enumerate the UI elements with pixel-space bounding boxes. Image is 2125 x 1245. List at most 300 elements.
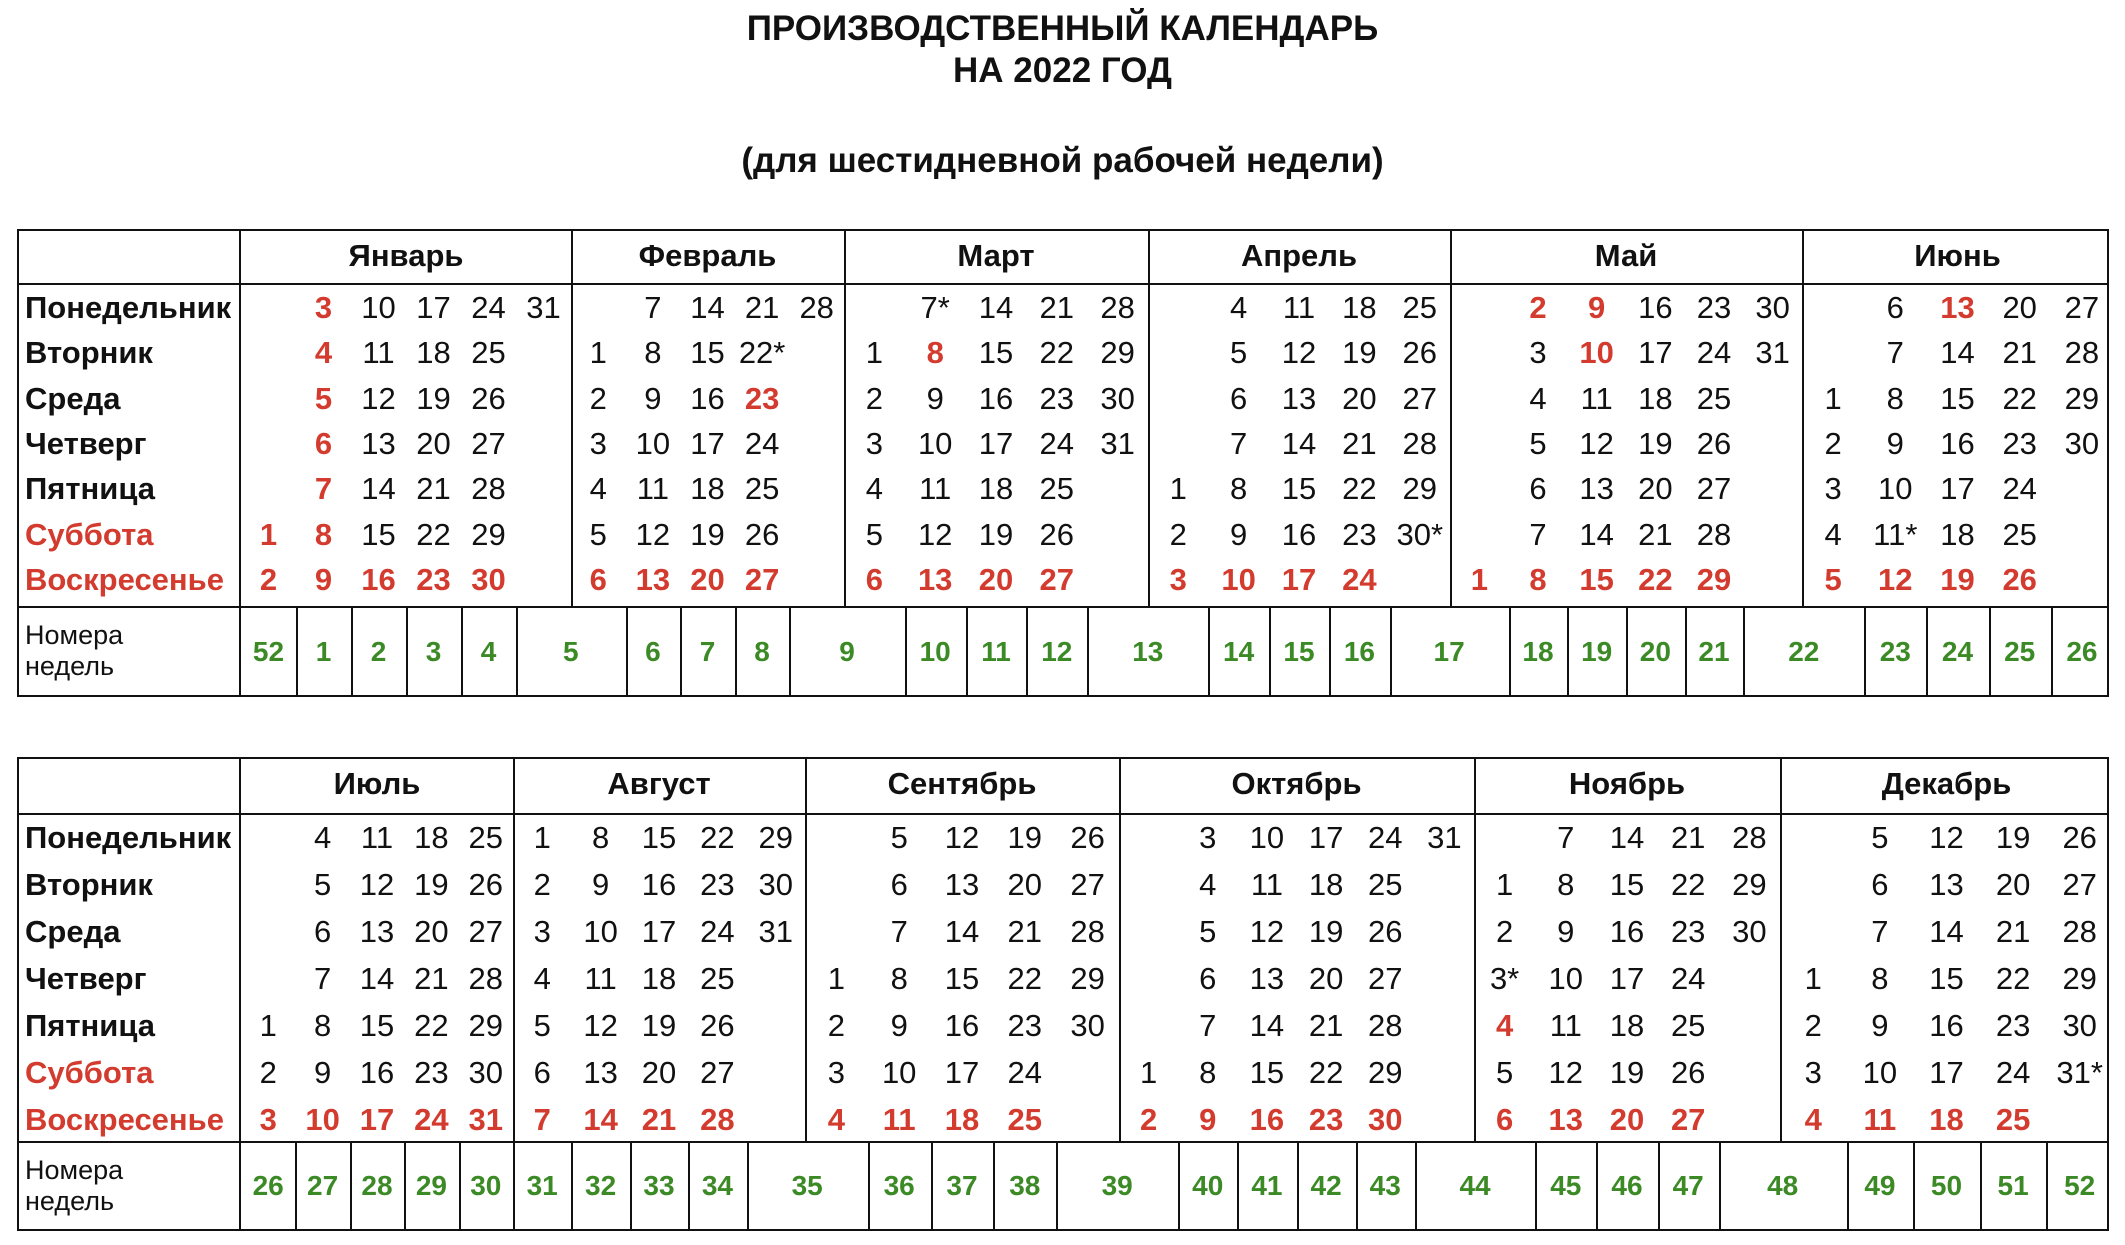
working-day: 15: [641, 820, 677, 855]
working-day: 30: [1100, 380, 1135, 416]
working-day: 10: [583, 914, 618, 949]
week-number: 9: [839, 635, 855, 667]
working-day: 26: [744, 516, 780, 552]
holiday-day: 6: [1495, 1102, 1514, 1137]
weekday-label: Среда: [25, 380, 121, 416]
working-day: 4: [313, 820, 332, 855]
working-day: 31: [526, 290, 561, 325]
holiday-day: 24: [414, 1102, 449, 1137]
working-day: 12: [359, 867, 395, 902]
week-number: 45: [1550, 1170, 1582, 1201]
working-day: 22: [416, 516, 451, 552]
working-day: 16: [1638, 290, 1673, 325]
working-day: 27: [471, 425, 506, 461]
week-cell-divider: [1847, 1141, 1849, 1229]
week-cell-divider: [1719, 1141, 1721, 1229]
holiday-day: 23: [416, 561, 451, 597]
working-day: 1: [1139, 1055, 1158, 1090]
working-day: 7: [1199, 1008, 1217, 1043]
weekday-label: Суббота: [25, 516, 154, 552]
weekday-label: Понедельник: [25, 820, 232, 855]
week-number: 47: [1672, 1170, 1704, 1201]
working-day: 29: [468, 1008, 504, 1043]
working-day: 11: [1549, 1008, 1582, 1043]
holiday-day: 18: [944, 1102, 980, 1137]
working-day: 28: [1100, 290, 1135, 325]
month-divider: [1780, 759, 1782, 1141]
working-day: 14: [944, 914, 980, 949]
working-day: 24: [700, 914, 735, 949]
working-day: 14: [1249, 1008, 1285, 1043]
working-day: 23: [2002, 425, 2037, 461]
holiday-day: 16: [1249, 1102, 1285, 1137]
working-day: 7: [1557, 820, 1575, 855]
holiday-day: 5: [1824, 561, 1842, 597]
working-day: 11: [636, 471, 669, 507]
working-day: 27: [468, 914, 504, 949]
working-day: 26: [1696, 425, 1732, 461]
week-number: 21: [1698, 635, 1730, 667]
weekday-label: Воскресенье: [25, 1102, 224, 1137]
working-day: 20: [416, 425, 451, 461]
holiday-day: 2: [259, 561, 278, 597]
week-number: 32: [585, 1170, 617, 1201]
weekday-label: Понедельник: [25, 290, 232, 325]
working-day: 11: [1580, 380, 1613, 416]
working-day: 30: [1755, 290, 1790, 325]
week-cell-divider: [1989, 606, 1991, 695]
weekday-label: Четверг: [25, 425, 147, 461]
working-day: 14: [1609, 820, 1645, 855]
working-day: 24: [1670, 961, 1706, 996]
holiday-day: 31: [468, 1102, 504, 1137]
week-cell-divider: [2051, 606, 2053, 695]
week-cell-divider: [2046, 1141, 2048, 1229]
working-day: 9: [926, 380, 944, 416]
working-day: 24: [744, 425, 780, 461]
working-day: 19: [1995, 820, 2031, 855]
working-day: 11*: [1873, 516, 1918, 552]
working-day: 29: [1368, 1055, 1403, 1090]
page-title: ПРОИЗВОДСТВЕННЫЙ КАЛЕНДАРЬ: [746, 9, 1379, 48]
working-day: 1: [1824, 380, 1842, 416]
working-day: 16: [641, 867, 677, 902]
working-day: 3: [827, 1055, 846, 1090]
working-day: 5: [313, 867, 332, 902]
week-cell-divider: [1567, 606, 1569, 695]
working-day: 7: [1529, 516, 1547, 552]
working-day: 9: [1557, 914, 1575, 949]
working-day: 9: [1229, 516, 1248, 552]
working-day: 5: [1199, 914, 1217, 949]
working-day: 10: [881, 1055, 917, 1090]
working-day: 19: [978, 516, 1014, 552]
working-day: 28: [1696, 516, 1732, 552]
month-name: Август: [607, 766, 711, 801]
week-cell-divider: [1356, 1141, 1358, 1229]
working-day: 16: [944, 1008, 980, 1043]
week-cell-divider: [1743, 606, 1745, 695]
week-number: 39: [1101, 1170, 1133, 1201]
working-day: 29: [1402, 471, 1438, 507]
working-day: 16: [1609, 914, 1645, 949]
working-day: 21: [1638, 516, 1673, 552]
holiday-day: 16: [361, 561, 396, 597]
working-day: 4: [865, 471, 884, 507]
week-number: 37: [946, 1170, 978, 1201]
week-number: 15: [1283, 635, 1315, 667]
working-day: 28: [1732, 820, 1767, 855]
week-cell-divider: [1596, 1141, 1598, 1229]
working-day: 16: [978, 380, 1014, 416]
holiday-day: 2: [1529, 290, 1547, 325]
working-day: 10: [1878, 471, 1913, 507]
week-cell-divider: [1208, 606, 1210, 695]
holiday-day: 4: [1804, 1102, 1822, 1137]
working-day: 22: [700, 820, 735, 855]
working-day: 8: [1886, 380, 1904, 416]
working-day: 17: [641, 914, 677, 949]
working-day: 26: [1039, 516, 1075, 552]
working-day: 15: [1609, 867, 1645, 902]
working-day: 23: [1039, 380, 1075, 416]
weeks-divider: [19, 606, 2107, 608]
working-day: 17: [690, 425, 725, 461]
working-day: 19: [1638, 425, 1673, 461]
working-day: 2: [827, 1008, 846, 1043]
weekday-label: Пятница: [25, 1008, 156, 1043]
working-day: 4: [1199, 867, 1217, 902]
working-day: 7*: [920, 290, 950, 325]
working-day: 30: [2062, 1008, 2097, 1043]
holiday-day: 10: [1221, 561, 1256, 597]
week-cell-divider: [1237, 1141, 1239, 1229]
working-day: 7: [1871, 914, 1889, 949]
working-day: 12: [583, 1008, 618, 1043]
working-day: 22: [1308, 1055, 1344, 1090]
working-day: 4: [589, 471, 607, 507]
week-cell-divider: [630, 1141, 632, 1229]
working-day: 15: [1281, 471, 1317, 507]
working-day: 28: [2064, 335, 2100, 371]
holiday-day: 13: [635, 561, 671, 597]
working-day: 30: [1732, 914, 1767, 949]
working-day: 31*: [2056, 1055, 2103, 1090]
week-cell-divider: [993, 1141, 995, 1229]
working-day: 6: [313, 914, 332, 949]
week-number: 35: [791, 1170, 823, 1201]
working-day: 6: [1229, 380, 1248, 416]
working-day: 25: [471, 335, 506, 371]
holiday-day: 8: [314, 516, 333, 552]
holiday-day: 25: [1995, 1102, 2031, 1137]
working-day: 26: [1070, 820, 1105, 855]
week-number: 27: [307, 1170, 339, 1201]
holiday-day: 13: [1940, 290, 1975, 325]
working-day: 17: [1929, 1055, 1964, 1090]
working-day: 20: [641, 1055, 677, 1090]
working-day: 13: [361, 425, 396, 461]
working-day: 22: [2002, 380, 2037, 416]
holiday-day: 26: [2002, 561, 2037, 597]
working-day: 11: [919, 471, 952, 507]
weekday-label: Вторник: [25, 335, 153, 371]
working-day: 17: [944, 1055, 980, 1090]
week-number: 5: [563, 635, 579, 667]
week-number: 6: [645, 635, 661, 667]
week-number: 33: [643, 1170, 675, 1201]
holiday-day: 11: [882, 1102, 916, 1137]
working-day: 24: [1696, 335, 1732, 371]
working-day: 31: [1427, 820, 1462, 855]
month-name: Сентябрь: [887, 766, 1037, 801]
working-day: 22: [1039, 335, 1075, 371]
holiday-day: 28: [700, 1102, 735, 1137]
week-number: 2: [370, 635, 387, 667]
working-day: 28: [468, 961, 504, 996]
holiday-day: 27: [1039, 561, 1075, 597]
working-day: 26: [1402, 335, 1438, 371]
working-day: 3: [1529, 335, 1547, 371]
holiday-day: 25: [1007, 1102, 1043, 1137]
working-day: 24: [1007, 1055, 1043, 1090]
week-cell-divider: [688, 1141, 690, 1229]
working-day: 15: [978, 335, 1014, 371]
working-day: 15: [359, 1008, 395, 1043]
holiday-day: 27: [1670, 1102, 1706, 1137]
month-name: Январь: [348, 238, 464, 273]
holiday-day: 23: [1308, 1102, 1344, 1137]
working-day: 17: [1638, 335, 1673, 371]
working-day: 6: [1871, 867, 1889, 902]
working-day: 17: [1940, 471, 1975, 507]
working-day: 12: [944, 820, 980, 855]
holiday-day: 7: [533, 1102, 551, 1137]
working-day: 26: [700, 1008, 735, 1043]
week-number: 41: [1251, 1170, 1283, 1201]
holiday-day: 21: [641, 1102, 677, 1137]
holiday-day: 11: [1863, 1102, 1897, 1137]
working-day: 18: [641, 961, 677, 996]
holiday-day: 30: [1368, 1102, 1403, 1137]
working-day: 22: [1670, 867, 1706, 902]
holiday-day: 9: [314, 561, 333, 597]
label-column-divider: [239, 759, 241, 1229]
weekday-label: Пятница: [25, 471, 156, 507]
working-day: 4: [1824, 516, 1842, 552]
working-day: 27: [2062, 867, 2097, 902]
working-day: 13: [1281, 380, 1317, 416]
working-day: 22: [1007, 961, 1043, 996]
working-day: 23: [1670, 914, 1706, 949]
holiday-day: 20: [690, 561, 725, 597]
week-number: 26: [2066, 635, 2098, 667]
holiday-day: 3: [1169, 561, 1187, 597]
working-day: 6: [890, 867, 908, 902]
month-divider: [1450, 231, 1452, 606]
working-day: 13: [1579, 471, 1614, 507]
weekday-label: Среда: [25, 914, 121, 949]
working-day: 8: [890, 961, 908, 996]
working-day: 15: [1940, 380, 1975, 416]
week-number: 43: [1369, 1170, 1401, 1201]
working-day: 17: [1609, 961, 1645, 996]
working-day: 20: [1342, 380, 1377, 416]
working-day: 10: [1249, 820, 1285, 855]
working-day: 23: [1995, 1008, 2031, 1043]
month-name: Декабрь: [1881, 766, 2012, 801]
week-number: 44: [1459, 1170, 1491, 1201]
working-day: 20: [1007, 867, 1043, 902]
week-number: 38: [1009, 1170, 1041, 1201]
weekday-label: Четверг: [25, 961, 147, 996]
working-day: 22: [414, 1008, 449, 1043]
week-cell-divider: [1178, 1141, 1180, 1229]
working-day: 29: [2062, 961, 2097, 996]
holiday-day: 9: [1588, 290, 1606, 325]
holiday-day: 20: [1609, 1102, 1645, 1137]
holiday-day: 17: [359, 1102, 395, 1137]
holiday-day: 13: [917, 561, 953, 597]
working-day: 24: [471, 290, 506, 325]
week-number: 22: [1788, 635, 1820, 667]
holiday-day: 14: [583, 1102, 618, 1137]
week-cell-divider: [747, 1141, 749, 1229]
working-day: 28: [1402, 425, 1438, 461]
holiday-day: 3: [259, 1102, 277, 1137]
working-day: 21: [2002, 335, 2037, 371]
week-number: 40: [1192, 1170, 1224, 1201]
holiday-day: 13: [1548, 1102, 1584, 1137]
working-day: 17: [416, 290, 451, 325]
working-day: 17: [1308, 820, 1344, 855]
month-name: Ноябрь: [1568, 766, 1686, 801]
working-day: 26: [1368, 914, 1403, 949]
working-day: 15: [1249, 1055, 1285, 1090]
holiday-day: 29: [1696, 561, 1732, 597]
working-day: 26: [468, 867, 504, 902]
working-day: 25: [468, 820, 504, 855]
holiday-day: 30: [471, 561, 506, 597]
week-cell-divider: [966, 606, 968, 695]
week-number: 16: [1343, 635, 1375, 667]
working-day: 12: [1249, 914, 1285, 949]
working-day: 5: [589, 516, 607, 552]
working-day: 29: [1732, 867, 1767, 902]
working-day: 14: [1281, 425, 1317, 461]
working-day: 5: [1495, 1055, 1514, 1090]
working-day: 8: [1871, 961, 1889, 996]
week-number: 51: [1997, 1170, 2029, 1201]
working-day: 2: [1169, 516, 1187, 552]
month-name: Май: [1594, 238, 1658, 273]
week-cell-divider: [868, 1141, 870, 1229]
working-day: 29: [471, 516, 506, 552]
working-day: 29: [1100, 335, 1135, 371]
working-day: 2: [589, 380, 607, 416]
holiday-day: 17: [1281, 561, 1317, 597]
holiday-day: 2: [1139, 1102, 1158, 1137]
week-cell-divider: [513, 1141, 515, 1229]
working-day: 8: [644, 335, 662, 371]
holiday-day: 4: [827, 1102, 846, 1137]
working-day: 14: [690, 290, 725, 325]
working-day: 3: [1804, 1055, 1822, 1090]
working-day: 25: [1402, 290, 1438, 325]
holiday-day: 27: [744, 561, 780, 597]
working-day: 3: [865, 425, 884, 461]
working-day: 9: [644, 380, 662, 416]
week-number: 31: [526, 1170, 558, 1201]
month-name: Март: [957, 238, 1035, 273]
week-number: 7: [699, 635, 716, 667]
working-day: 2: [1495, 914, 1514, 949]
working-day: 9: [591, 867, 610, 902]
week-number: 18: [1522, 635, 1554, 667]
working-day: 12: [1281, 335, 1317, 371]
holiday-day: 8: [926, 335, 944, 371]
working-day: 1: [1495, 867, 1514, 902]
week-cell-divider: [1390, 606, 1392, 695]
holiday-day: 15: [1579, 561, 1614, 597]
working-day: 6: [533, 1055, 551, 1090]
working-day: 13: [944, 867, 980, 902]
working-day: 3: [1824, 471, 1842, 507]
holiday-day: 12: [1878, 561, 1913, 597]
label-column-divider: [239, 231, 241, 695]
working-day: 27: [700, 1055, 735, 1090]
working-day: 28: [471, 471, 506, 507]
week-number: 49: [1864, 1170, 1896, 1201]
week-number: 34: [701, 1170, 733, 1201]
working-day: 30: [2064, 425, 2100, 461]
working-day: 29: [2064, 380, 2100, 416]
working-day: 21: [1342, 425, 1377, 461]
working-day: 21: [416, 471, 451, 507]
working-day: 25: [1039, 471, 1075, 507]
working-day: 21: [1995, 914, 2031, 949]
working-day: 19: [1342, 335, 1377, 371]
working-day: 5: [865, 516, 884, 552]
working-day: 2: [865, 380, 884, 416]
working-day: 18: [978, 471, 1014, 507]
week-cell-divider: [905, 606, 907, 695]
working-day: 3*: [1489, 961, 1520, 996]
week-cell-divider: [1509, 606, 1511, 695]
working-day: 25: [700, 961, 735, 996]
working-day: 20: [1308, 961, 1344, 996]
working-day: 18: [1609, 1008, 1645, 1043]
week-cell-divider: [1269, 606, 1271, 695]
week-number: 10: [919, 635, 951, 667]
working-day: 7: [644, 290, 662, 325]
working-day: 19: [690, 516, 725, 552]
working-day: 16: [1929, 1008, 1964, 1043]
holiday-day: 10: [1579, 335, 1614, 371]
working-day: 18: [414, 820, 449, 855]
working-day: 7: [1886, 335, 1904, 371]
working-day: 16: [1281, 516, 1317, 552]
page-title-year: НА 2022 ГОД: [953, 51, 1172, 90]
working-day: 12: [917, 516, 953, 552]
working-day: 18: [1638, 380, 1673, 416]
working-day: 20: [414, 914, 449, 949]
week-cell-divider: [1415, 1141, 1417, 1229]
working-day: 13: [583, 1055, 618, 1090]
working-day: 8: [1229, 471, 1248, 507]
working-day: 29: [758, 820, 794, 855]
week-number: 17: [1433, 635, 1465, 667]
